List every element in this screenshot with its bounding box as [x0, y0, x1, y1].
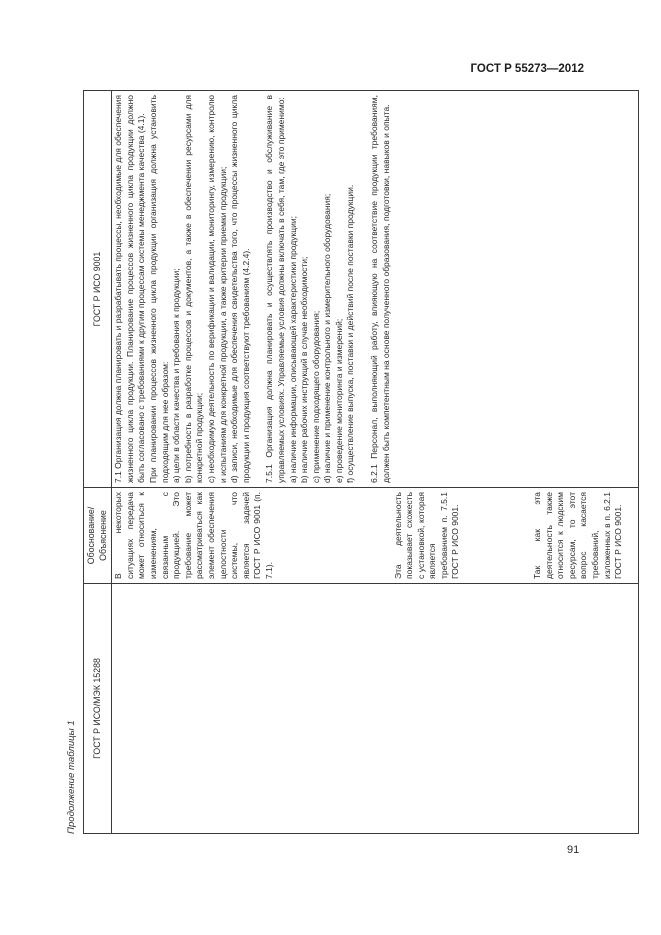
iso9001-list-item: c) применение подходящего оборудования;: [310, 310, 321, 483]
table-caption: Продолжение таблицы 1: [66, 720, 77, 834]
iso9001-list-item: e) проведение мониторинга и измерений;: [333, 318, 344, 483]
iso9001-paragraph: При планировании процессов жизненного цикла продукции организация должна установить подходящим для нее образом:: [147, 95, 170, 483]
iso9001-paragraph: 6.2.1 Персонал, выполняющий работу, влияющую на соответствие продукции требованиям, должен быть компетентным на основе полученного образования, подготовки, навыков и опыта.: [369, 95, 391, 483]
iso9001-list-item: d) наличие и применение контрольного и измерительного оборудования;: [322, 193, 333, 483]
comparison-table: [83, 90, 639, 834]
column-header-iso15288: ГОСТ Р ИСО/МЭК 15288: [84, 584, 112, 834]
iso9001-list-item: a) цели в области качества и требования к продукции;: [171, 268, 182, 483]
iso9001-list-item: a) наличие информации, описывающей характеристики продукции;: [287, 216, 298, 483]
iso9001-paragraph: 7.5.1 Организация должна планировать и осуществлять производство и обслуживание в управляемых условиях. Управляемые условия должны включать в себя, там, где это применимо:: [264, 95, 286, 483]
table-header-row: [84, 91, 112, 834]
column-header-iso9001: ГОСТ Р ИСО 9001: [84, 91, 112, 488]
cell-iso15288: [112, 584, 639, 834]
rationale-paragraph: В некоторых ситуациях передача может относиться к изменениям, связанным с продукцией. Это требование может рассматриваться как элемент обеспечения целостности системы, что является задачей ГОСТ Р ИСО 9001 (п. 7.1).: [113, 492, 274, 579]
iso9001-list-item: b) наличие рабочих инструкций в случае необходимости;: [299, 256, 310, 483]
cell-iso9001: [112, 91, 639, 488]
column-header-rationale: Обоснование/Объяснение: [84, 488, 112, 584]
iso9001-list-item: c) необходимую деятельность по верификации и валидации, мониторингу, измерению, контролю и испытаниям для конкретной продукции, а также критерии приемки продукции;: [205, 95, 228, 483]
rationale-paragraph: Так как эта деятельность также относится к людским ресурсам, то этот вопрос касается требований, изложенных в п. 6.2.1 ГОСТ Р ИСО 9001.: [532, 492, 624, 579]
rationale-paragraph: Эта деятельность показывает схожесть с установкой, которая является требованием п. 7.5.1 ГОСТ Р ИСО 9001.: [392, 492, 461, 579]
iso9001-list-item: b) потребность в разработке процессов и документов, а также в обеспечении ресурсами для конкретной продукции;: [182, 95, 205, 483]
page-number: 91: [567, 844, 580, 856]
iso9001-paragraph: 7.1 Организация должна планировать и разрабатывать процессы, необходимые для обеспечения жизненного цикла продукции. Планирование процессов жизненного цикла продукции должно быть согласовано с требованиями к другим процессам системы менеджмента качества (4.1).: [113, 95, 147, 483]
standard-code: ГОСТ Р 55273—2012: [470, 63, 584, 75]
table-row: [112, 91, 639, 834]
rotated-table-block: [62, 91, 624, 834]
cell-rationale: [112, 488, 639, 584]
iso9001-list-item: d) записи, необходимые для обеспечения свидетельства того, что процессы жизненного цикла продукции и продукция соответствуют требованиям (4.2.4).: [229, 95, 251, 483]
iso9001-list-item: f) осуществление выпуска, поставки и действий после поставки продукции.: [345, 184, 356, 483]
